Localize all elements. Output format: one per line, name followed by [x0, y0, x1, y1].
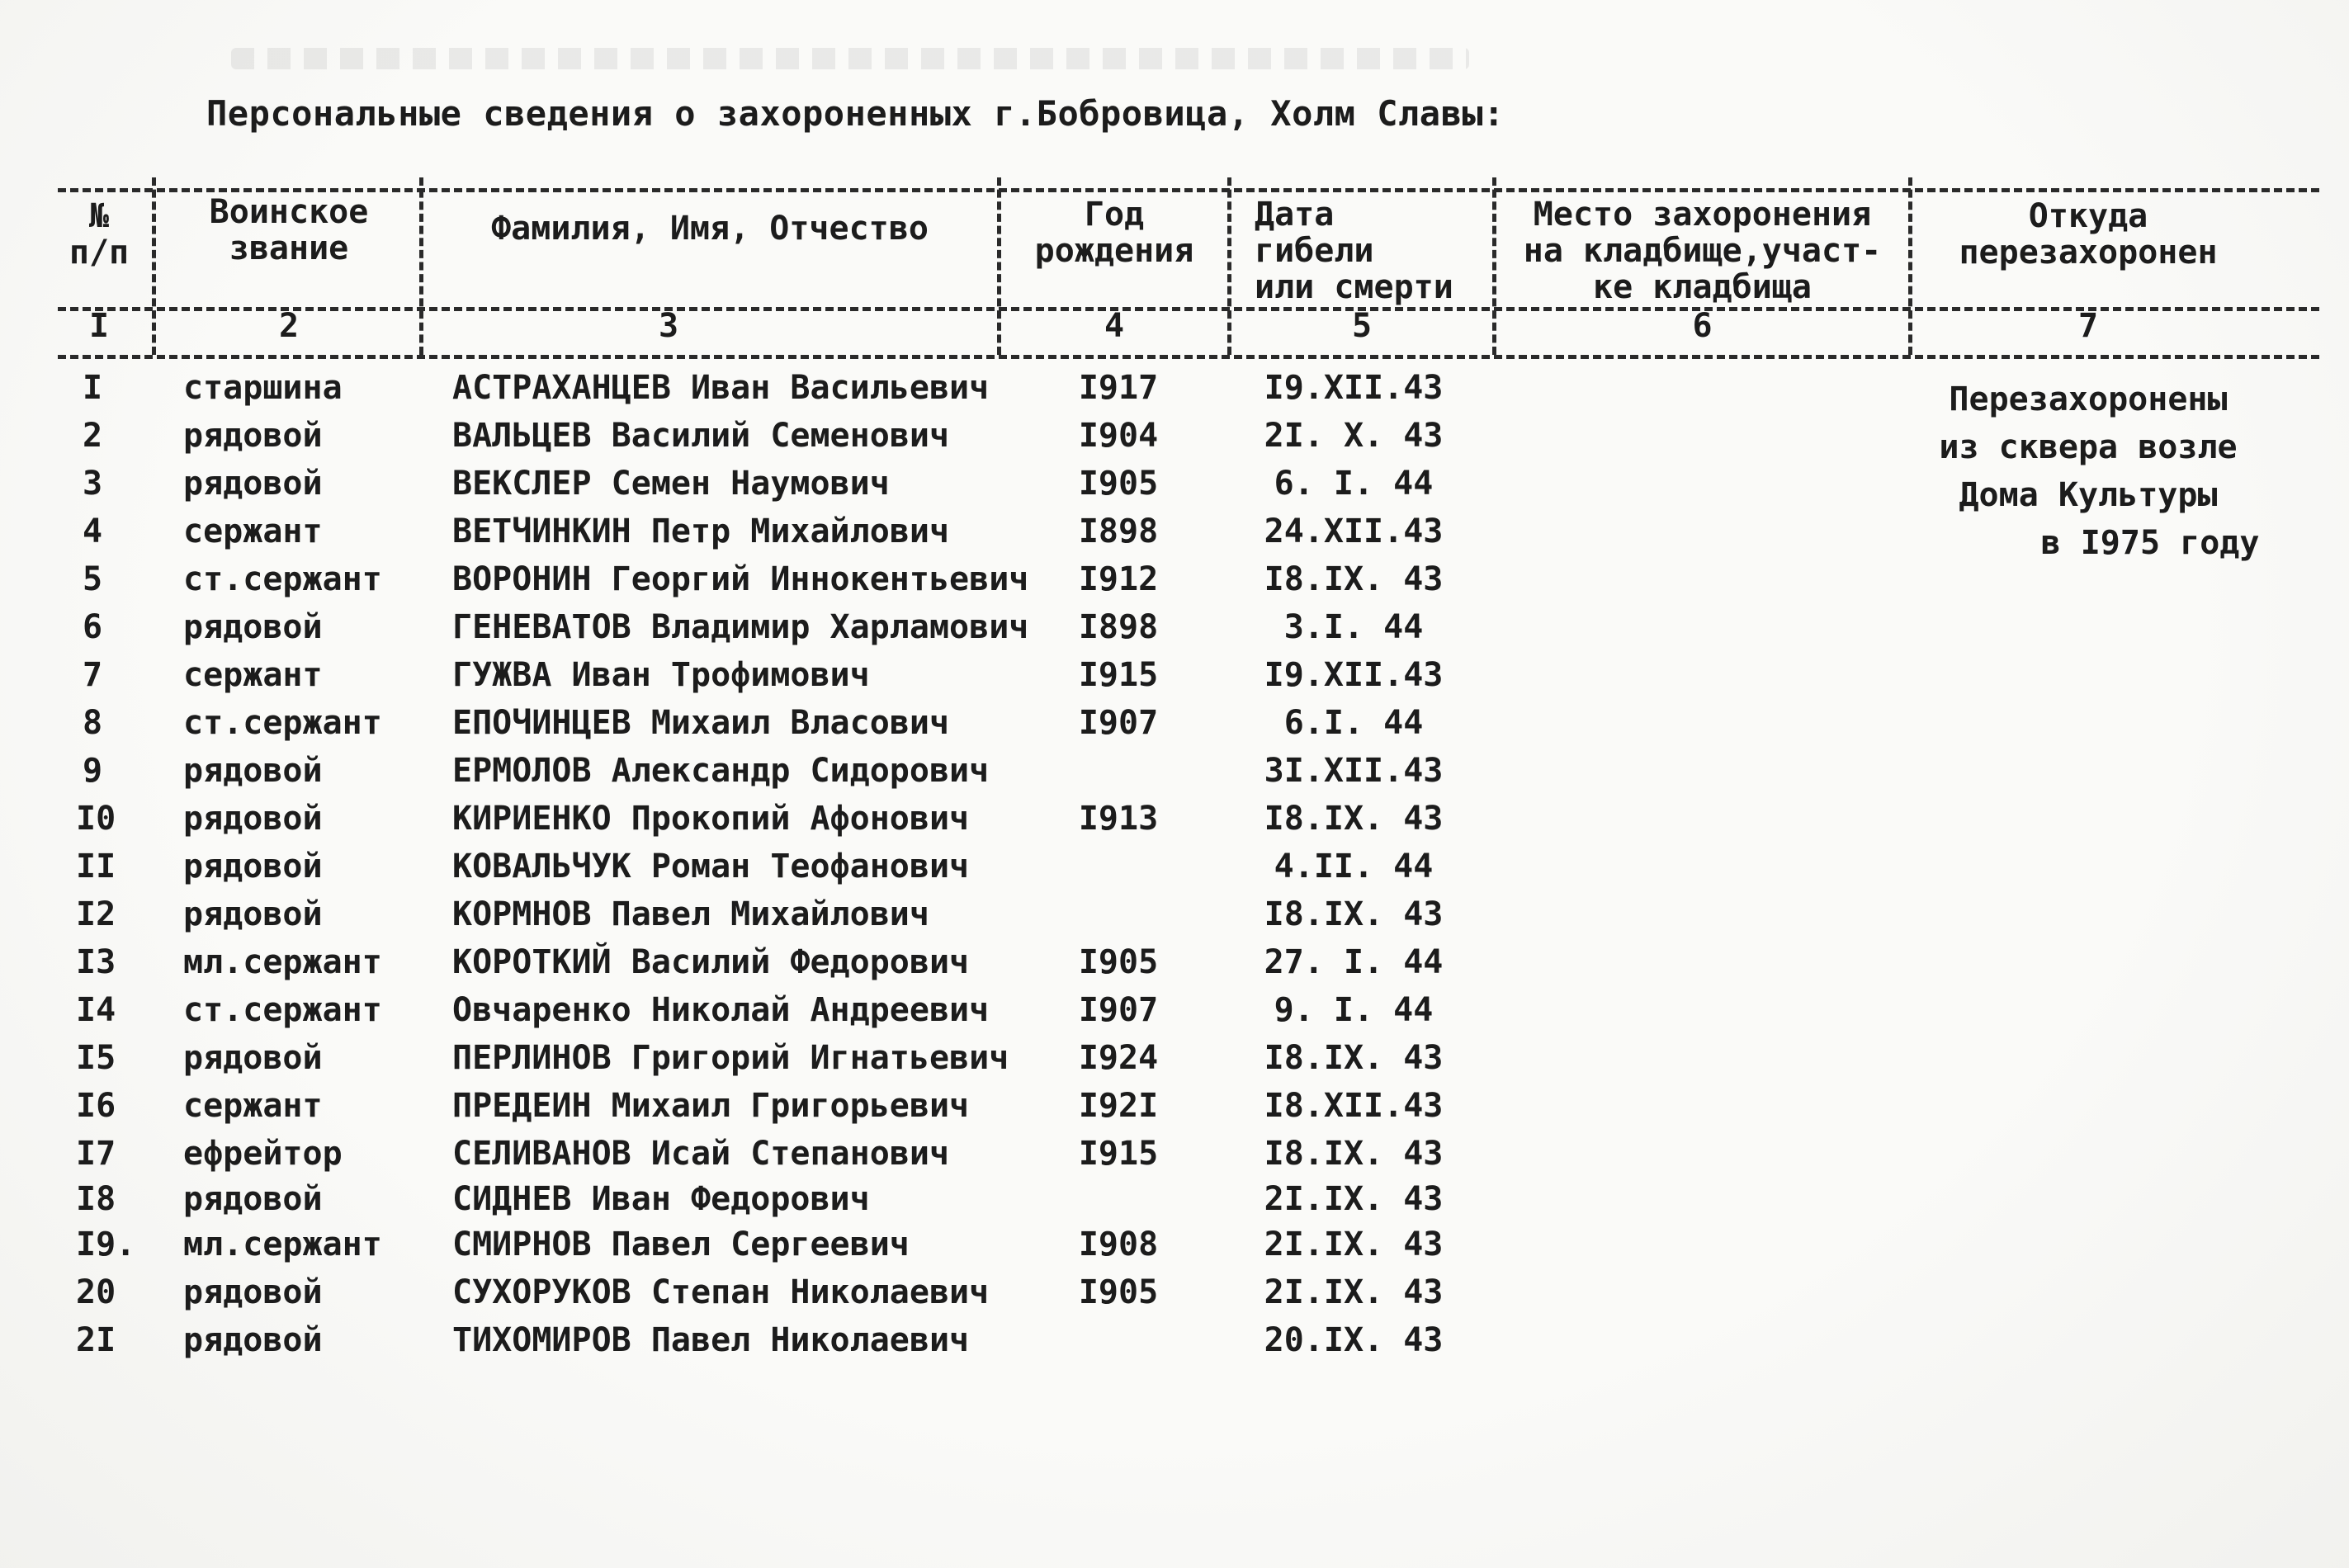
document-title: Персональные сведения о захороненных г.Бобровица, Холм Славы: — [206, 93, 1505, 134]
row-death-date: 24.XII.43 — [1264, 512, 1444, 550]
column-number: 5 — [1351, 307, 1373, 345]
row-full-name: ГЕНЕВАТОВ Владимир Харламович — [452, 608, 1029, 646]
row-full-name: ВЕКСЛЕР Семен Наумович — [452, 465, 890, 503]
row-number: 20 — [76, 1273, 116, 1311]
row-full-name: СИДНЕВ Иван Федорович — [452, 1180, 870, 1218]
row-birth-year: I898 — [1078, 512, 1159, 550]
table-row — [0, 795, 2349, 843]
row-birth-year: I924 — [1078, 1039, 1159, 1077]
row-birth-year: I907 — [1078, 991, 1159, 1029]
header-name: Фамилия, Имя, Отчество — [491, 210, 929, 248]
table-colnum-line — [58, 355, 2319, 359]
header-burial-place: Место захоронения на кладбище,участ- ке кладбища — [1523, 196, 1882, 306]
row-number: 3 — [82, 465, 103, 503]
table-row — [0, 1130, 2349, 1178]
row-number: I0 — [76, 800, 116, 838]
row-birth-year: I917 — [1078, 369, 1159, 407]
row-number: 7 — [82, 656, 103, 694]
row-full-name: КОВАЛЬЧУК Роман Теофанович — [452, 848, 970, 886]
row-death-date: 2I.IX. 43 — [1264, 1226, 1444, 1263]
row-death-date: I9.XII.43 — [1264, 656, 1444, 694]
row-birth-year: I905 — [1078, 943, 1159, 981]
row-death-date: I8.IX. 43 — [1264, 1039, 1444, 1077]
row-full-name: ЕПОЧИНЦЕВ Михаил Власович — [452, 704, 950, 742]
row-rank: старшина — [183, 369, 343, 407]
row-full-name: СУХОРУКОВ Степан Николаевич — [452, 1273, 990, 1311]
row-rank: сержант — [183, 1087, 323, 1125]
column-number: 7 — [2077, 307, 2099, 345]
row-death-date: 6.I. 44 — [1283, 704, 1424, 742]
row-birth-year: I904 — [1078, 417, 1159, 455]
table-row — [0, 1268, 2349, 1316]
table-row — [0, 699, 2349, 747]
row-number: 4 — [82, 512, 103, 550]
row-full-name: КОРМНОВ Павел Михайлович — [452, 895, 929, 933]
column-number: I — [88, 307, 110, 345]
row-rank: ст.сержант — [183, 704, 382, 742]
reburial-note-line: Перезахоронены — [1949, 380, 2228, 418]
row-number: I9. — [76, 1226, 136, 1263]
row-number: I — [82, 369, 103, 407]
row-full-name: АСТРАХАНЦЕВ Иван Васильевич — [452, 369, 990, 407]
row-rank: мл.сержант — [183, 943, 382, 981]
row-full-name: ЕРМОЛОВ Александр Сидорович — [452, 752, 990, 790]
row-full-name: ПРЕДЕИН Михаил Григорьевич — [452, 1087, 970, 1125]
row-full-name: ГУЖВА Иван Трофимович — [452, 656, 870, 694]
table-row — [0, 603, 2349, 651]
row-number: 5 — [82, 560, 103, 598]
row-full-name: ВОРОНИН Георгий Иннокентьевич — [452, 560, 1029, 598]
row-rank: мл.сержант — [183, 1226, 382, 1263]
row-death-date: I8.XII.43 — [1264, 1087, 1444, 1125]
table-row — [0, 1082, 2349, 1130]
row-number: II — [76, 848, 116, 886]
row-death-date: I8.IX. 43 — [1264, 1135, 1444, 1173]
row-death-date: I8.IX. 43 — [1264, 560, 1444, 598]
row-death-date: I8.IX. 43 — [1264, 895, 1444, 933]
row-death-date: 2I.IX. 43 — [1264, 1273, 1444, 1311]
row-birth-year: I915 — [1078, 656, 1159, 694]
row-birth-year: I898 — [1078, 608, 1159, 646]
row-death-date: 3I.XII.43 — [1264, 752, 1444, 790]
row-rank: рядовой — [183, 1273, 323, 1311]
row-full-name: ПЕРЛИНОВ Григорий Игнатьевич — [452, 1039, 1009, 1077]
row-rank: рядовой — [183, 465, 323, 503]
row-number: I4 — [76, 991, 116, 1029]
row-rank: ефрейтор — [183, 1135, 343, 1173]
table-row — [0, 843, 2349, 890]
row-birth-year: I913 — [1078, 800, 1159, 838]
row-rank: рядовой — [183, 895, 323, 933]
column-number: 6 — [1692, 307, 1713, 345]
row-rank: рядовой — [183, 800, 323, 838]
table-row — [0, 1316, 2349, 1364]
row-rank: рядовой — [183, 752, 323, 790]
row-birth-year: I915 — [1078, 1135, 1159, 1173]
table-row — [0, 1221, 2349, 1268]
row-rank: рядовой — [183, 1321, 323, 1359]
table-row — [0, 747, 2349, 795]
row-full-name: Овчаренко Николай Андреевич — [452, 991, 990, 1029]
row-death-date: I9.XII.43 — [1264, 369, 1444, 407]
row-number: I3 — [76, 943, 116, 981]
table-row — [0, 890, 2349, 938]
row-number: I5 — [76, 1039, 116, 1077]
column-number: 3 — [658, 307, 679, 345]
row-rank: рядовой — [183, 417, 323, 455]
row-rank: ст.сержант — [183, 991, 382, 1029]
row-birth-year: I912 — [1078, 560, 1159, 598]
row-full-name: СЕЛИВАНОВ Исай Степанович — [452, 1135, 950, 1173]
column-number: 2 — [278, 307, 300, 345]
row-number: 2 — [82, 417, 103, 455]
row-full-name: КИРИЕНКО Прокопий Афонович — [452, 800, 970, 838]
table-top-line — [58, 188, 2319, 192]
row-death-date: 6. I. 44 — [1274, 465, 1434, 503]
header-number: № п/п — [69, 197, 130, 272]
row-rank: рядовой — [183, 1039, 323, 1077]
column-divider — [1227, 177, 1231, 355]
row-death-date: 2I. X. 43 — [1264, 417, 1444, 455]
row-death-date: 2I.IX. 43 — [1264, 1180, 1444, 1218]
row-full-name: СМИРНОВ Павел Сергеевич — [452, 1226, 910, 1263]
row-birth-year: I92I — [1078, 1087, 1159, 1125]
reburial-note — [1915, 375, 2262, 567]
row-death-date: 3.I. 44 — [1283, 608, 1424, 646]
row-number: 2I — [76, 1321, 116, 1359]
row-birth-year: I907 — [1078, 704, 1159, 742]
table-row — [0, 651, 2349, 699]
row-number: 6 — [82, 608, 103, 646]
table-row — [0, 1034, 2349, 1082]
row-number: I7 — [76, 1135, 116, 1173]
row-number: 9 — [82, 752, 103, 790]
row-death-date: 9. I. 44 — [1274, 991, 1434, 1029]
row-rank: рядовой — [183, 1180, 323, 1218]
table-row — [0, 938, 2349, 986]
row-number: I6 — [76, 1087, 116, 1125]
table-row — [0, 986, 2349, 1034]
row-full-name: ВАЛЬЦЕВ Василий Семенович — [452, 417, 950, 455]
row-rank: рядовой — [183, 848, 323, 886]
column-divider — [152, 177, 156, 355]
reburial-note-line: из сквера возле — [1939, 428, 2238, 466]
header-rank: Воинское звание — [209, 193, 369, 267]
row-full-name: ВЕТЧИНКИН Петр Михайлович — [452, 512, 950, 550]
row-rank: рядовой — [183, 608, 323, 646]
row-death-date: I8.IX. 43 — [1264, 800, 1444, 838]
row-death-date: 27. I. 44 — [1264, 943, 1444, 981]
row-birth-year: I908 — [1078, 1226, 1159, 1263]
table-row — [0, 1175, 2349, 1223]
row-number: I2 — [76, 895, 116, 933]
column-divider — [997, 177, 1001, 355]
column-divider — [419, 177, 423, 355]
header-birth-year: Год рождения — [1034, 196, 1194, 270]
row-rank: сержант — [183, 656, 323, 694]
row-number: I8 — [76, 1180, 116, 1218]
row-number: 8 — [82, 704, 103, 742]
row-birth-year: I905 — [1078, 1273, 1159, 1311]
column-divider — [1908, 177, 1912, 355]
row-full-name: ТИХОМИРОВ Павел Николаевич — [452, 1321, 970, 1359]
faded-header-line — [231, 48, 1469, 69]
row-death-date: 4.II. 44 — [1274, 848, 1434, 886]
header-reburied-from: Откуда перезахоронен — [1959, 197, 2218, 272]
row-rank: ст.сержант — [183, 560, 382, 598]
row-rank: сержант — [183, 512, 323, 550]
reburial-note-line: Дома Культуры — [1959, 476, 2218, 514]
row-death-date: 20.IX. 43 — [1264, 1321, 1444, 1359]
header-death-date: Дата гибели или смерти — [1255, 196, 1453, 306]
reburial-note-line: в I975 году — [2040, 524, 2260, 562]
column-number: 4 — [1104, 307, 1125, 345]
row-full-name: КОРОТКИЙ Василий Федорович — [452, 943, 970, 981]
row-birth-year: I905 — [1078, 465, 1159, 503]
